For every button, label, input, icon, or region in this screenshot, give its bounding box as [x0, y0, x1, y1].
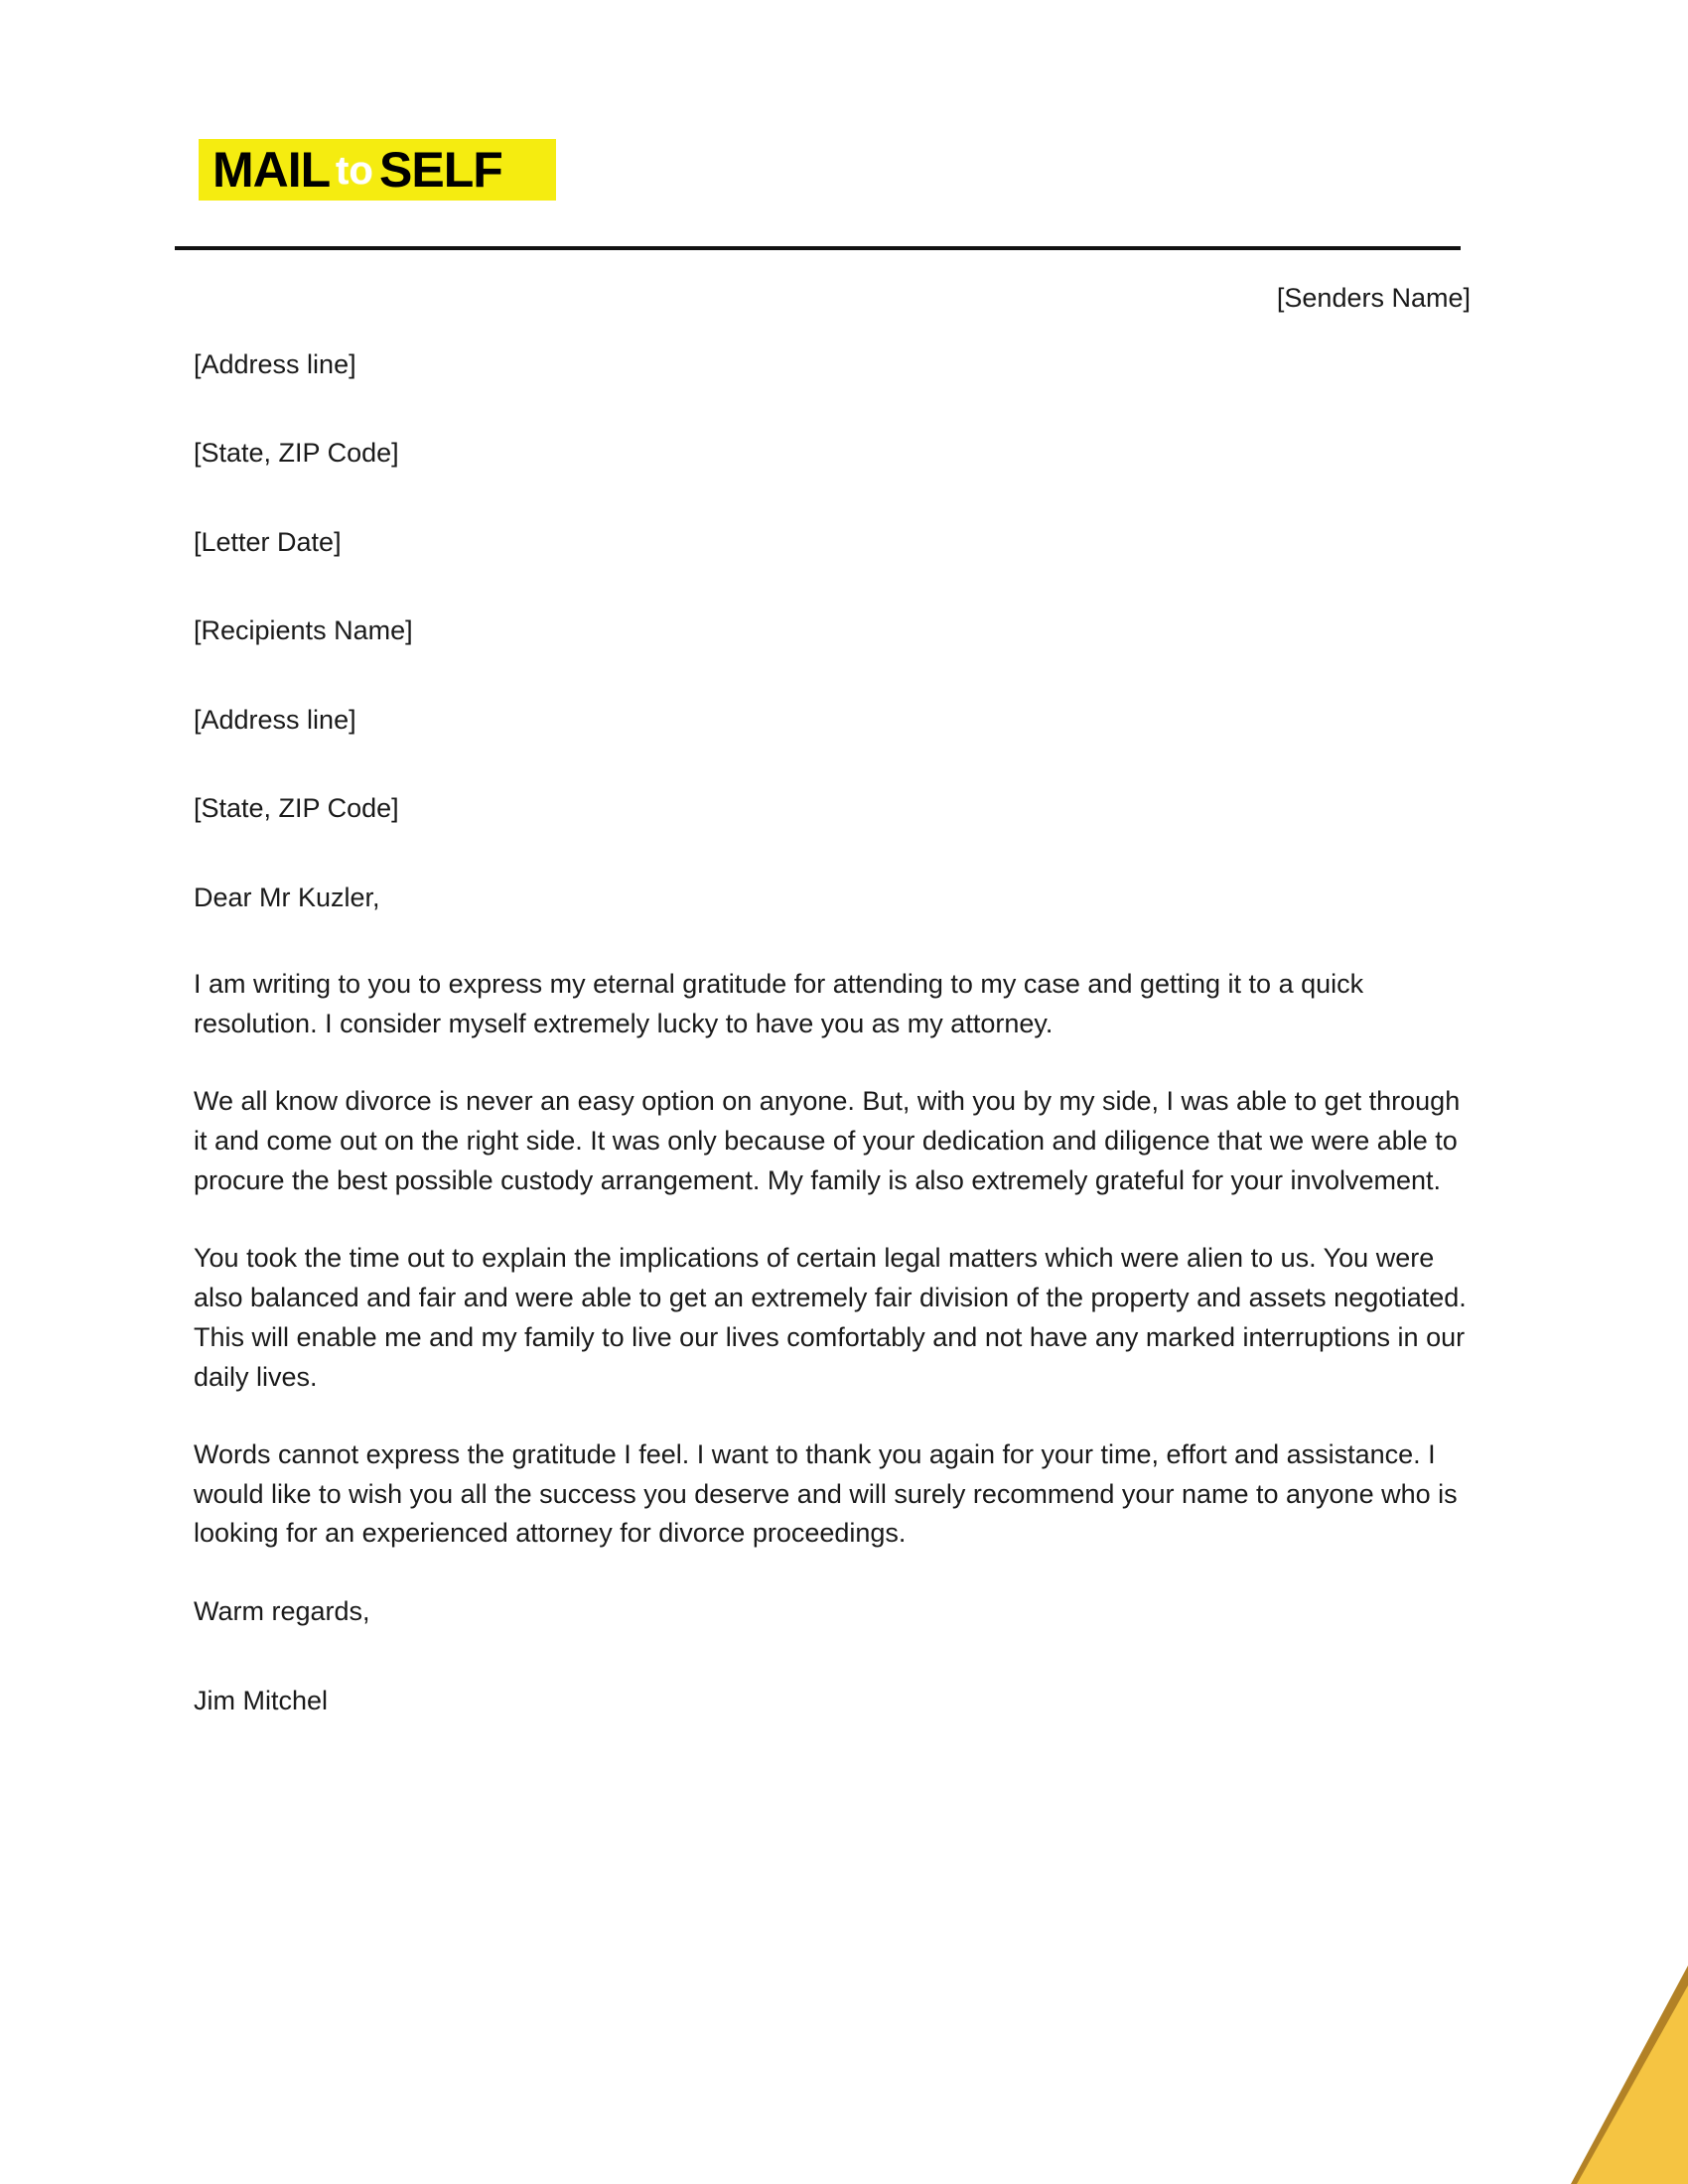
- recipient-state-zip: [State, ZIP Code]: [194, 793, 399, 823]
- sender-address-line: [Address line]: [194, 348, 356, 379]
- signature-name: Jim Mitchel: [194, 1685, 329, 1715]
- logo-word-to: to: [336, 149, 373, 194]
- header-divider: [175, 246, 1461, 250]
- closing-line: Warm regards,: [194, 1596, 370, 1627]
- recipient-address-line: [Address line]: [194, 704, 356, 735]
- salutation: Dear Mr Kuzler,: [194, 882, 380, 912]
- body-paragraph-3: You took the time out to explain the implications of certain legal matters which were alien to us. You were also balanced and fair and were able to get an extremely fair division of the property and assets negotiated. This will enable me and my family to live our lives comfortably and not have any marked interruptions in our daily lives.: [194, 1242, 1467, 1392]
- body-paragraph-2: We all know divorce is never an easy option on anyone. But, with you by my side, I was able to get through it and come out on the right side. It was only because of your dedication and diligence that we were able to procure the best possible custody arrangement. My family is also extremely grateful for your involvement.: [194, 1085, 1461, 1195]
- letter-body: [194, 278, 1477, 1720]
- sender-name: [Senders Name]: [1276, 283, 1471, 313]
- corner-accent-decoration: [1460, 1956, 1688, 2184]
- letter-date: [Letter Date]: [194, 526, 342, 557]
- sender-state-zip: [State, ZIP Code]: [194, 438, 399, 468]
- body-paragraph-1: I am writing to you to express my eternal gratitude for attending to my case and getting it to a quick resolution. I consider myself extremely lucky to have you as my attorney.: [194, 969, 1364, 1038]
- recipient-name: [Recipients Name]: [194, 615, 413, 645]
- body-paragraph-4: Words cannot express the gratitude I feel. I want to thank you again for your time, effort and assistance. I would like to wish you all the success you deserve and will surely recommend your name to anyone who is looking for an experienced attorney for divorce proceedings.: [194, 1438, 1458, 1549]
- mailtoself-logo: [199, 139, 556, 201]
- logo-word-self: SELF: [379, 142, 502, 198]
- corner-triangle-icon: [1460, 1956, 1688, 2184]
- logo-word-mail: MAIL: [212, 142, 331, 198]
- letterhead: [199, 139, 556, 201]
